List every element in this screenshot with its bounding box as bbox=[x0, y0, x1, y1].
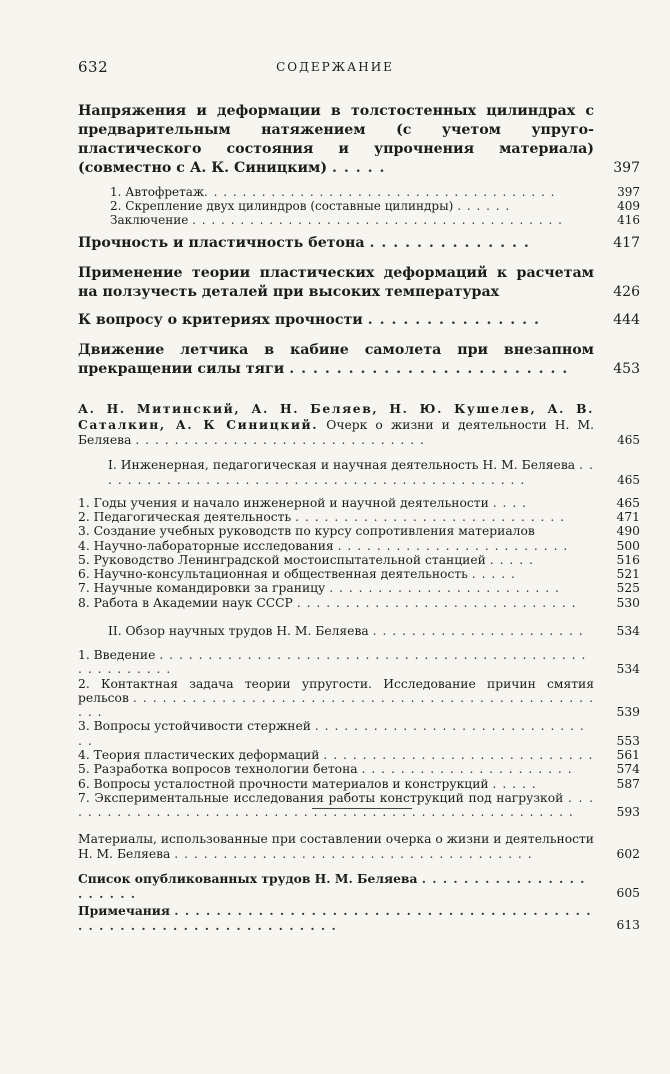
toc-entry-dots: . . . . bbox=[492, 495, 528, 510]
toc-entry[interactable] bbox=[78, 762, 640, 776]
toc-entry-dots: . . . . . . . . . . . . . . . . . . . . . . . . . . . . . . . . . . . . . . . . . . . . . . . . . . bbox=[78, 690, 594, 720]
toc-entry-title: Напряжения и деформации в толстостенных цилиндрах с предварительным натяжением (с учетом упруго-пластического состояния и упрочнения материала) (совместно с А. К. Синицким) bbox=[78, 103, 594, 176]
page-number: 632 bbox=[78, 58, 109, 76]
toc-entry[interactable] bbox=[78, 624, 640, 639]
toc-entry-page: 471 bbox=[616, 509, 640, 524]
toc-entry-page: 521 bbox=[616, 567, 640, 582]
toc-entry-dots: . . . . . . . . . . . . . . . . . . . . . . . . bbox=[329, 581, 560, 596]
toc-entry[interactable] bbox=[78, 871, 640, 901]
toc-entry[interactable] bbox=[78, 234, 640, 253]
toc-entry-dots: . . . . . . . . . . . . . . . . . . . . . . . . . . . . . . . . . . . . . bbox=[203, 185, 556, 199]
toc-entry[interactable] bbox=[78, 719, 640, 748]
toc-entry-page: 516 bbox=[616, 552, 640, 567]
toc-entry-page: 409 bbox=[617, 199, 640, 214]
toc-entry[interactable] bbox=[78, 102, 640, 178]
toc-entry-title: 5. Руководство Ленинградской мостоиспытательной станцией bbox=[78, 552, 486, 567]
toc-entry-dots: . . . . . . . . . . . . . . . . . . . . . . . . . . . . bbox=[323, 748, 594, 763]
toc-entry[interactable] bbox=[78, 777, 640, 791]
toc-entry-dots: . . . . . . . . . . . . . . . . . . . . . . . . . . . . . bbox=[296, 595, 577, 610]
toc-entry[interactable] bbox=[78, 832, 640, 862]
toc-entry-title: 5. Разработка вопросов технологии бетона bbox=[78, 762, 358, 777]
toc-entry-page: 613 bbox=[616, 917, 640, 932]
toc-entry-dots: . . . . . . . . . . . . . . . . . . . . . . bbox=[78, 870, 586, 901]
toc-entry-title: Заключение bbox=[110, 213, 189, 228]
toc-entry[interactable] bbox=[78, 539, 640, 553]
toc-entry-page: 525 bbox=[616, 581, 640, 596]
toc-entry-page: 500 bbox=[616, 538, 640, 553]
toc-entry-page: 602 bbox=[616, 846, 640, 861]
toc-entry-title: Список опубликованных трудов Н. М. Беляева bbox=[78, 870, 418, 886]
toc-entry-title: 1. Годы учения и начало инженерной и научной деятельности bbox=[78, 495, 489, 510]
toc-entry[interactable] bbox=[78, 311, 640, 330]
toc-entry-dots: . . . . . . . . . . . . . . bbox=[369, 234, 530, 251]
toc-entry-dots: . . . . . . . . . . . . . . . bbox=[367, 311, 540, 328]
toc-entry[interactable] bbox=[78, 401, 640, 448]
toc-entry-title: 8. Работа в Академии наук СССР bbox=[78, 595, 293, 610]
toc-entry[interactable] bbox=[78, 185, 640, 199]
toc-entry-page: 561 bbox=[616, 748, 640, 763]
toc-entry-title: 2. Скрепление двух цилиндров (составные цилиндры) bbox=[110, 199, 454, 214]
toc-entry[interactable] bbox=[78, 496, 640, 510]
toc-entry-title: 7. Экспериментальные исследования работы конструкций под нагрузкой bbox=[78, 790, 564, 805]
toc-entry-page: 587 bbox=[616, 776, 640, 791]
toc-entry-title: 4. Научно-лабораторные исследования bbox=[78, 538, 334, 553]
toc-entry-title: К вопросу о критериях прочности bbox=[78, 311, 363, 328]
toc-entry[interactable] bbox=[78, 553, 640, 567]
toc-entry-dots: . . . . . . . . . . . . . . . . . . . . . . . . . . . . . . . . . . . . . . . bbox=[192, 213, 563, 228]
toc-entry-title: 2. Педагогическая деятельность bbox=[78, 509, 292, 524]
toc-entry-page: 465 bbox=[617, 472, 640, 487]
toc-entry-page: 534 bbox=[616, 623, 640, 638]
toc-entry[interactable] bbox=[78, 510, 640, 524]
toc-entry[interactable] bbox=[78, 524, 640, 538]
toc-entry[interactable] bbox=[78, 791, 640, 820]
toc-entry-page: 534 bbox=[616, 662, 640, 677]
toc-entry-title: Примечания bbox=[78, 902, 171, 918]
toc-entry[interactable] bbox=[78, 199, 640, 213]
toc-entry-page: 397 bbox=[617, 185, 640, 199]
toc-entry-page: 453 bbox=[613, 360, 640, 377]
toc-entry-dots: . . . . . . . . . . . . . . . . . . . . . . . . . . . . . . . . . . . . . bbox=[174, 846, 533, 861]
toc-entry-dots: . . . . . bbox=[489, 552, 534, 567]
toc-entry-dots: . . . . . . . . . . . . . . . . . . . . . . . . bbox=[289, 360, 569, 377]
toc-entry[interactable] bbox=[78, 458, 640, 488]
toc-entry-authors: А. Н. Митинский, А. Н. Беляев, Н. Ю. Кушелев, А. В. Саталкин, А. К Синицкий. bbox=[78, 400, 594, 432]
toc-entry-dots: . . . . . bbox=[332, 160, 386, 176]
toc-entry-dots: . . . . . . . . . . . . . . . . . . . . . . bbox=[361, 762, 573, 777]
toc-entry-page: 490 bbox=[616, 524, 640, 539]
toc-entry-page: 593 bbox=[616, 805, 640, 820]
toc-entry-page: 417 bbox=[613, 234, 640, 251]
toc-entry-page: 426 bbox=[613, 283, 640, 300]
toc-entry-title: Применение теории пластических деформаций к расчетам на ползучесть деталей при высоких температурах bbox=[78, 264, 594, 300]
toc-entry-title: I. Инженерная, педагогическая и научная деятельность Н. М. Беляева bbox=[108, 457, 576, 472]
toc-entry[interactable] bbox=[78, 677, 640, 720]
page-header bbox=[0, 58, 670, 80]
toc-entry-dots: . . . . . . . . . . . . . . . . . . . . . . . . . . . . . . . . . . . . . . . . . . . . . . . . . . . . . . bbox=[78, 790, 594, 820]
toc-entry-dots: . . . . . . . . . . . . . . . . . . . . . . . . . . . . . . . . . . . . . . . . . . . . . bbox=[108, 457, 594, 487]
toc-entry-title: Очерк о жизни и деятельности Н. М. Беляева bbox=[78, 417, 595, 447]
closing-rule bbox=[312, 808, 412, 809]
toc-entry-page: 397 bbox=[613, 160, 640, 176]
toc-entry-title: 1. Автофретаж bbox=[110, 185, 204, 199]
toc-entry-dots: . . . . . . . . . . . . . . . . . . . . . . . . . . . . . . . . . . . . . . . . . . . . . . . . . . . . . . . . . . . . . . . . . bbox=[78, 902, 592, 933]
toc-entry-dots: . . . . . . . . . . . . . . . . . . . . . . . . . . . . . . bbox=[135, 432, 425, 447]
toc-entry-title: 7. Научные командировки за границу bbox=[78, 581, 326, 596]
toc-entry[interactable] bbox=[78, 596, 640, 610]
toc-entry-page: 574 bbox=[616, 762, 640, 777]
toc-entry-title: 4. Теория пластических деформаций bbox=[78, 748, 320, 763]
toc-entry-dots: . . . . . . . . . . . . . . . . . . . . . . . . . . . . . . bbox=[78, 719, 585, 748]
toc-entry-title: II. Обзор научных трудов Н. М. Беляева bbox=[108, 623, 369, 638]
toc-entry-title: 3. Создание учебных руководств по курсу сопротивления материалов bbox=[78, 524, 535, 539]
toc-entry-dots: . . . . . . . . . . . . . . . . . . . . . . bbox=[372, 623, 584, 638]
toc-entry-title: Материалы, использованные при составлении очерка о жизни и деятельности Н. М. Беляева bbox=[78, 831, 594, 861]
toc-entry-dots: . . . . . . bbox=[457, 199, 511, 214]
toc-entry[interactable] bbox=[78, 581, 640, 595]
toc-entry[interactable] bbox=[78, 648, 640, 677]
toc-entry[interactable] bbox=[78, 341, 640, 379]
toc-entry-title: Движение летчика в кабине самолета при внезапном прекращении силы тяги bbox=[78, 341, 594, 377]
toc-entry-title: 1. Введение bbox=[78, 647, 156, 662]
toc-entry[interactable] bbox=[78, 264, 640, 302]
toc-entry-page: 605 bbox=[616, 885, 640, 900]
toc-entry-dots: . . . . . . . . . . . . . . . . . . . . . . . . . . . . bbox=[295, 509, 566, 524]
toc-entry-title: 3. Вопросы устойчивости стержней bbox=[78, 719, 311, 734]
toc-entry-title: Прочность и пластичность бетона bbox=[78, 234, 365, 251]
toc-entry-page: 416 bbox=[617, 213, 640, 228]
running-title: СОДЕРЖАНИЕ bbox=[276, 60, 394, 74]
toc-entry-page: 444 bbox=[613, 311, 640, 328]
toc-entry-dots: . . . . . . . . . . . . . . . . . . . . . . . . . . . . . . . . . . . . . . . . . . . . . . . . . . . . . . bbox=[78, 647, 587, 677]
toc-entry[interactable] bbox=[78, 567, 640, 581]
toc-entry-title: 6. Вопросы усталостной прочности материалов и конструкций bbox=[78, 776, 489, 791]
toc-entry-page: 553 bbox=[616, 733, 640, 748]
toc-entry[interactable] bbox=[78, 903, 640, 933]
toc-entry-dots: . . . . . bbox=[471, 567, 516, 582]
toc-entry-page: 465 bbox=[617, 432, 640, 447]
toc-entry[interactable] bbox=[78, 213, 640, 227]
toc-entry-page: 465 bbox=[616, 495, 640, 510]
toc-entry-dots: . . . . . bbox=[492, 776, 537, 791]
toc-entry-dots: . . . . . . . . . . . . . . . . . . . . . . . . bbox=[337, 538, 569, 553]
toc-entry-title: 2. Контактная задача теории упругости. Исследование причин смятия рельсов bbox=[78, 676, 594, 705]
toc-entry-page: 530 bbox=[616, 595, 640, 610]
toc-entry-page: 539 bbox=[616, 705, 640, 720]
toc-entry-title: 6. Научно-консультационная и общественная деятельность bbox=[78, 567, 468, 582]
toc-entry[interactable] bbox=[78, 748, 640, 762]
